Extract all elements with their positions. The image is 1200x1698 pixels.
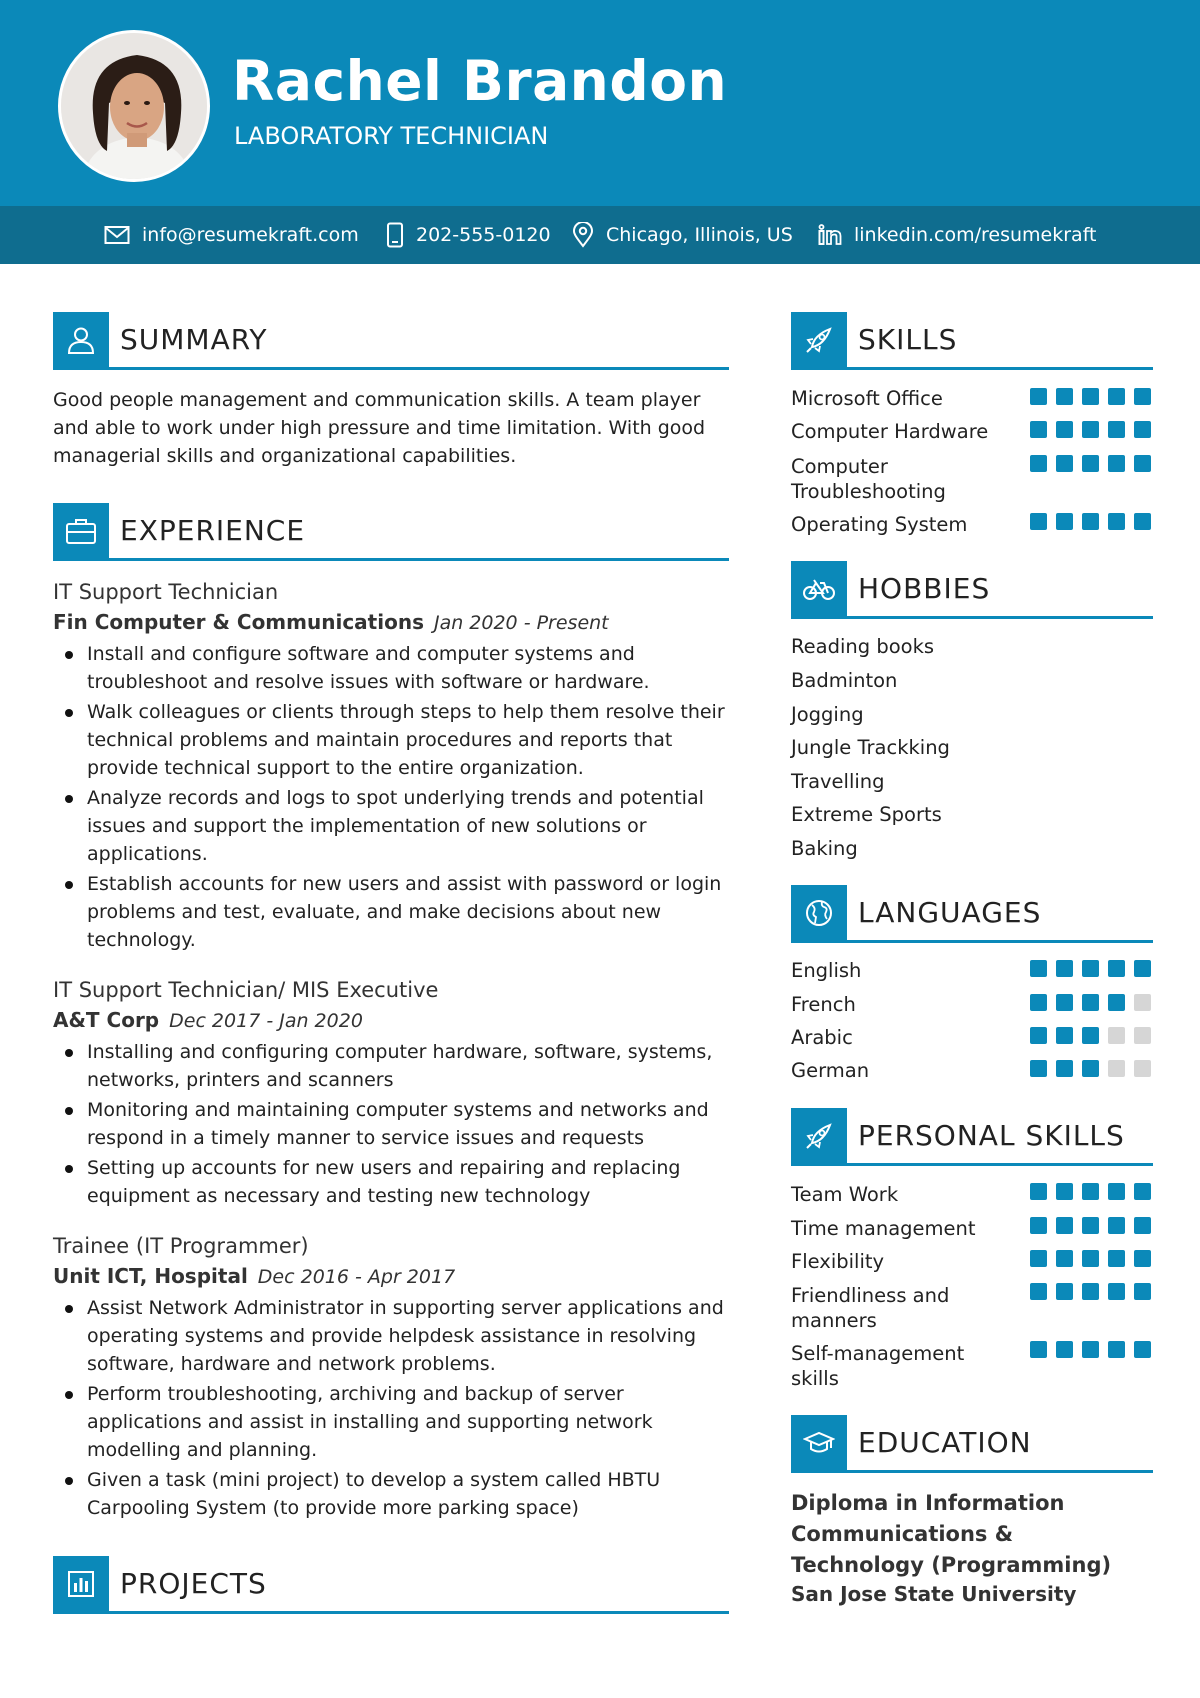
contact-bar bbox=[0, 206, 1200, 264]
personal-skill-label: Flexibility bbox=[791, 1250, 885, 1273]
skill-rating bbox=[1030, 388, 1151, 405]
list-item: Setting up accounts for new users and repairing and replacing equipment as necessary and testing new technology bbox=[53, 1154, 739, 1210]
language-rating bbox=[1030, 994, 1151, 1011]
linkedin-icon bbox=[818, 224, 842, 246]
personal-skill-rating bbox=[1030, 1183, 1151, 1200]
job-bullets bbox=[53, 1038, 739, 1212]
languages-section-header bbox=[791, 885, 1153, 943]
job-company: A&T Corp bbox=[53, 1008, 160, 1032]
bicycle-icon bbox=[803, 577, 835, 601]
personal-skills-title: PERSONAL SKILLS bbox=[858, 1119, 1125, 1152]
education-school: San Jose State University bbox=[791, 1582, 1077, 1606]
personal-skill-rating bbox=[1030, 1217, 1151, 1234]
language-rating bbox=[1030, 1060, 1151, 1077]
personal-skill-rating bbox=[1030, 1341, 1151, 1358]
candidate-name: Rachel Brandon bbox=[232, 49, 728, 113]
job-bullets bbox=[53, 1294, 739, 1524]
contact-linkedin[interactable] bbox=[818, 206, 1097, 264]
location-pin-icon bbox=[572, 222, 594, 248]
hobby-item: Reading books bbox=[791, 635, 935, 658]
personal-skill-label: Friendliness and manners bbox=[791, 1284, 950, 1332]
skills-title: SKILLS bbox=[858, 323, 958, 356]
rocket-icon bbox=[804, 325, 834, 355]
language-label: English bbox=[791, 959, 862, 982]
language-label: French bbox=[791, 993, 856, 1016]
languages-title: LANGUAGES bbox=[858, 896, 1042, 929]
hobby-item: Badminton bbox=[791, 669, 898, 692]
contact-phone[interactable] bbox=[386, 206, 551, 264]
personal-skill-rating bbox=[1030, 1283, 1151, 1300]
skills-section-header bbox=[791, 312, 1153, 370]
personal-skill-label: Self-management skills bbox=[791, 1342, 965, 1390]
phone-icon bbox=[386, 222, 404, 248]
job-dates: Dec 2016 - Apr 2017 bbox=[257, 1266, 456, 1288]
language-label: German bbox=[791, 1059, 870, 1082]
job-title: IT Support Technician bbox=[53, 580, 279, 604]
education-degree: Diploma in Information Communications & Technology (Programming) bbox=[791, 1491, 1112, 1577]
job-company: Unit ICT, Hospital bbox=[53, 1264, 248, 1288]
briefcase-icon bbox=[65, 517, 97, 545]
summary-title: SUMMARY bbox=[120, 323, 268, 356]
personal-skill-label: Time management bbox=[791, 1217, 976, 1240]
list-item: Establish accounts for new users and assist with password or login problems and test, evaluate, and make decisions about new technology. bbox=[53, 870, 739, 954]
profile-photo bbox=[58, 30, 210, 182]
hobbies-section-header bbox=[791, 561, 1153, 619]
hobbies-title: HOBBIES bbox=[858, 572, 991, 605]
phone-text: 202-555-0120 bbox=[416, 224, 551, 246]
candidate-role: LABORATORY TECHNICIAN bbox=[234, 122, 549, 150]
user-icon bbox=[66, 325, 96, 355]
hobby-item: Travelling bbox=[791, 770, 885, 793]
envelope-icon bbox=[104, 225, 130, 245]
job-company-line bbox=[53, 1262, 455, 1291]
job-company: Fin Computer & Communications bbox=[53, 610, 424, 634]
job-company-line bbox=[53, 1006, 363, 1035]
list-item: Perform troubleshooting, archiving and backup of server applications and assist in installing and supporting network modelling and planning. bbox=[53, 1380, 739, 1464]
summary-text: Good people management and communication skills. A team player and able to work under high pressure and time limitation. With good managerial skills and organizational capabilities. bbox=[53, 389, 706, 467]
experience-title: EXPERIENCE bbox=[120, 514, 306, 547]
job-company-line bbox=[53, 608, 609, 637]
hobby-item: Baking bbox=[791, 837, 858, 860]
hobby-item: Jogging bbox=[791, 703, 864, 726]
list-item: Analyze records and logs to spot underlying trends and potential issues and support the implementation of new solutions or applications. bbox=[53, 784, 739, 868]
job-dates: Jan 2020 - Present bbox=[433, 612, 609, 634]
list-item: Installing and configuring computer hardware, software, systems, networks, printers and scanners bbox=[53, 1038, 739, 1094]
language-label: Arabic bbox=[791, 1026, 853, 1049]
contact-location bbox=[572, 206, 793, 264]
education-title: EDUCATION bbox=[858, 1426, 1032, 1459]
linkedin-text: linkedin.com/resumekraft bbox=[854, 224, 1097, 246]
location-text: Chicago, Illinois, US bbox=[606, 224, 793, 246]
personal-skill-label: Team Work bbox=[791, 1183, 899, 1206]
email-text: info@resumekraft.com bbox=[142, 224, 359, 246]
skill-label: Computer Troubleshooting bbox=[791, 455, 946, 503]
contact-email[interactable] bbox=[104, 206, 359, 264]
skill-rating bbox=[1030, 455, 1151, 472]
list-item: Install and configure software and computer systems and troubleshoot and resolve issues with software or hardware. bbox=[53, 640, 739, 696]
job-dates: Dec 2017 - Jan 2020 bbox=[169, 1010, 363, 1032]
hobby-item: Extreme Sports bbox=[791, 803, 942, 826]
globe-icon bbox=[804, 898, 834, 928]
job-title: IT Support Technician/ MIS Executive bbox=[53, 978, 439, 1002]
personal-skills-section-header bbox=[791, 1108, 1153, 1166]
language-rating bbox=[1030, 1027, 1151, 1044]
projects-section-header bbox=[53, 1556, 729, 1614]
bar-chart-icon bbox=[67, 1570, 95, 1598]
skill-rating bbox=[1030, 513, 1151, 530]
header bbox=[0, 0, 1200, 206]
education-section-header bbox=[791, 1415, 1153, 1473]
skill-label: Computer Hardware bbox=[791, 420, 989, 443]
job-bullets bbox=[53, 640, 739, 956]
job-title: Trainee (IT Programmer) bbox=[53, 1234, 309, 1258]
list-item: Monitoring and maintaining computer systems and networks and respond in a timely manner to service issues and requests bbox=[53, 1096, 739, 1152]
list-item: Given a task (mini project) to develop a system called HBTU Carpooling System (to provide more parking space) bbox=[53, 1466, 739, 1522]
skill-label: Operating System bbox=[791, 513, 968, 536]
hobby-item: Jungle Trackking bbox=[791, 736, 950, 759]
list-item: Assist Network Administrator in supporting server applications and operating systems and provide helpdesk assistance in resolving software, hardware and network problems. bbox=[53, 1294, 739, 1378]
rocket-icon bbox=[804, 1121, 834, 1151]
experience-section-header bbox=[53, 503, 729, 561]
list-item: Walk colleagues or clients through steps to help them resolve their technical problems and maintain procedures and reports that provide technical support to the entire organization. bbox=[53, 698, 739, 782]
personal-skill-rating bbox=[1030, 1250, 1151, 1267]
graduation-cap-icon bbox=[803, 1430, 835, 1456]
summary-section-header bbox=[53, 312, 729, 370]
projects-title: PROJECTS bbox=[120, 1567, 267, 1600]
language-rating bbox=[1030, 960, 1151, 977]
skill-rating bbox=[1030, 421, 1151, 438]
skill-label: Microsoft Office bbox=[791, 387, 943, 410]
